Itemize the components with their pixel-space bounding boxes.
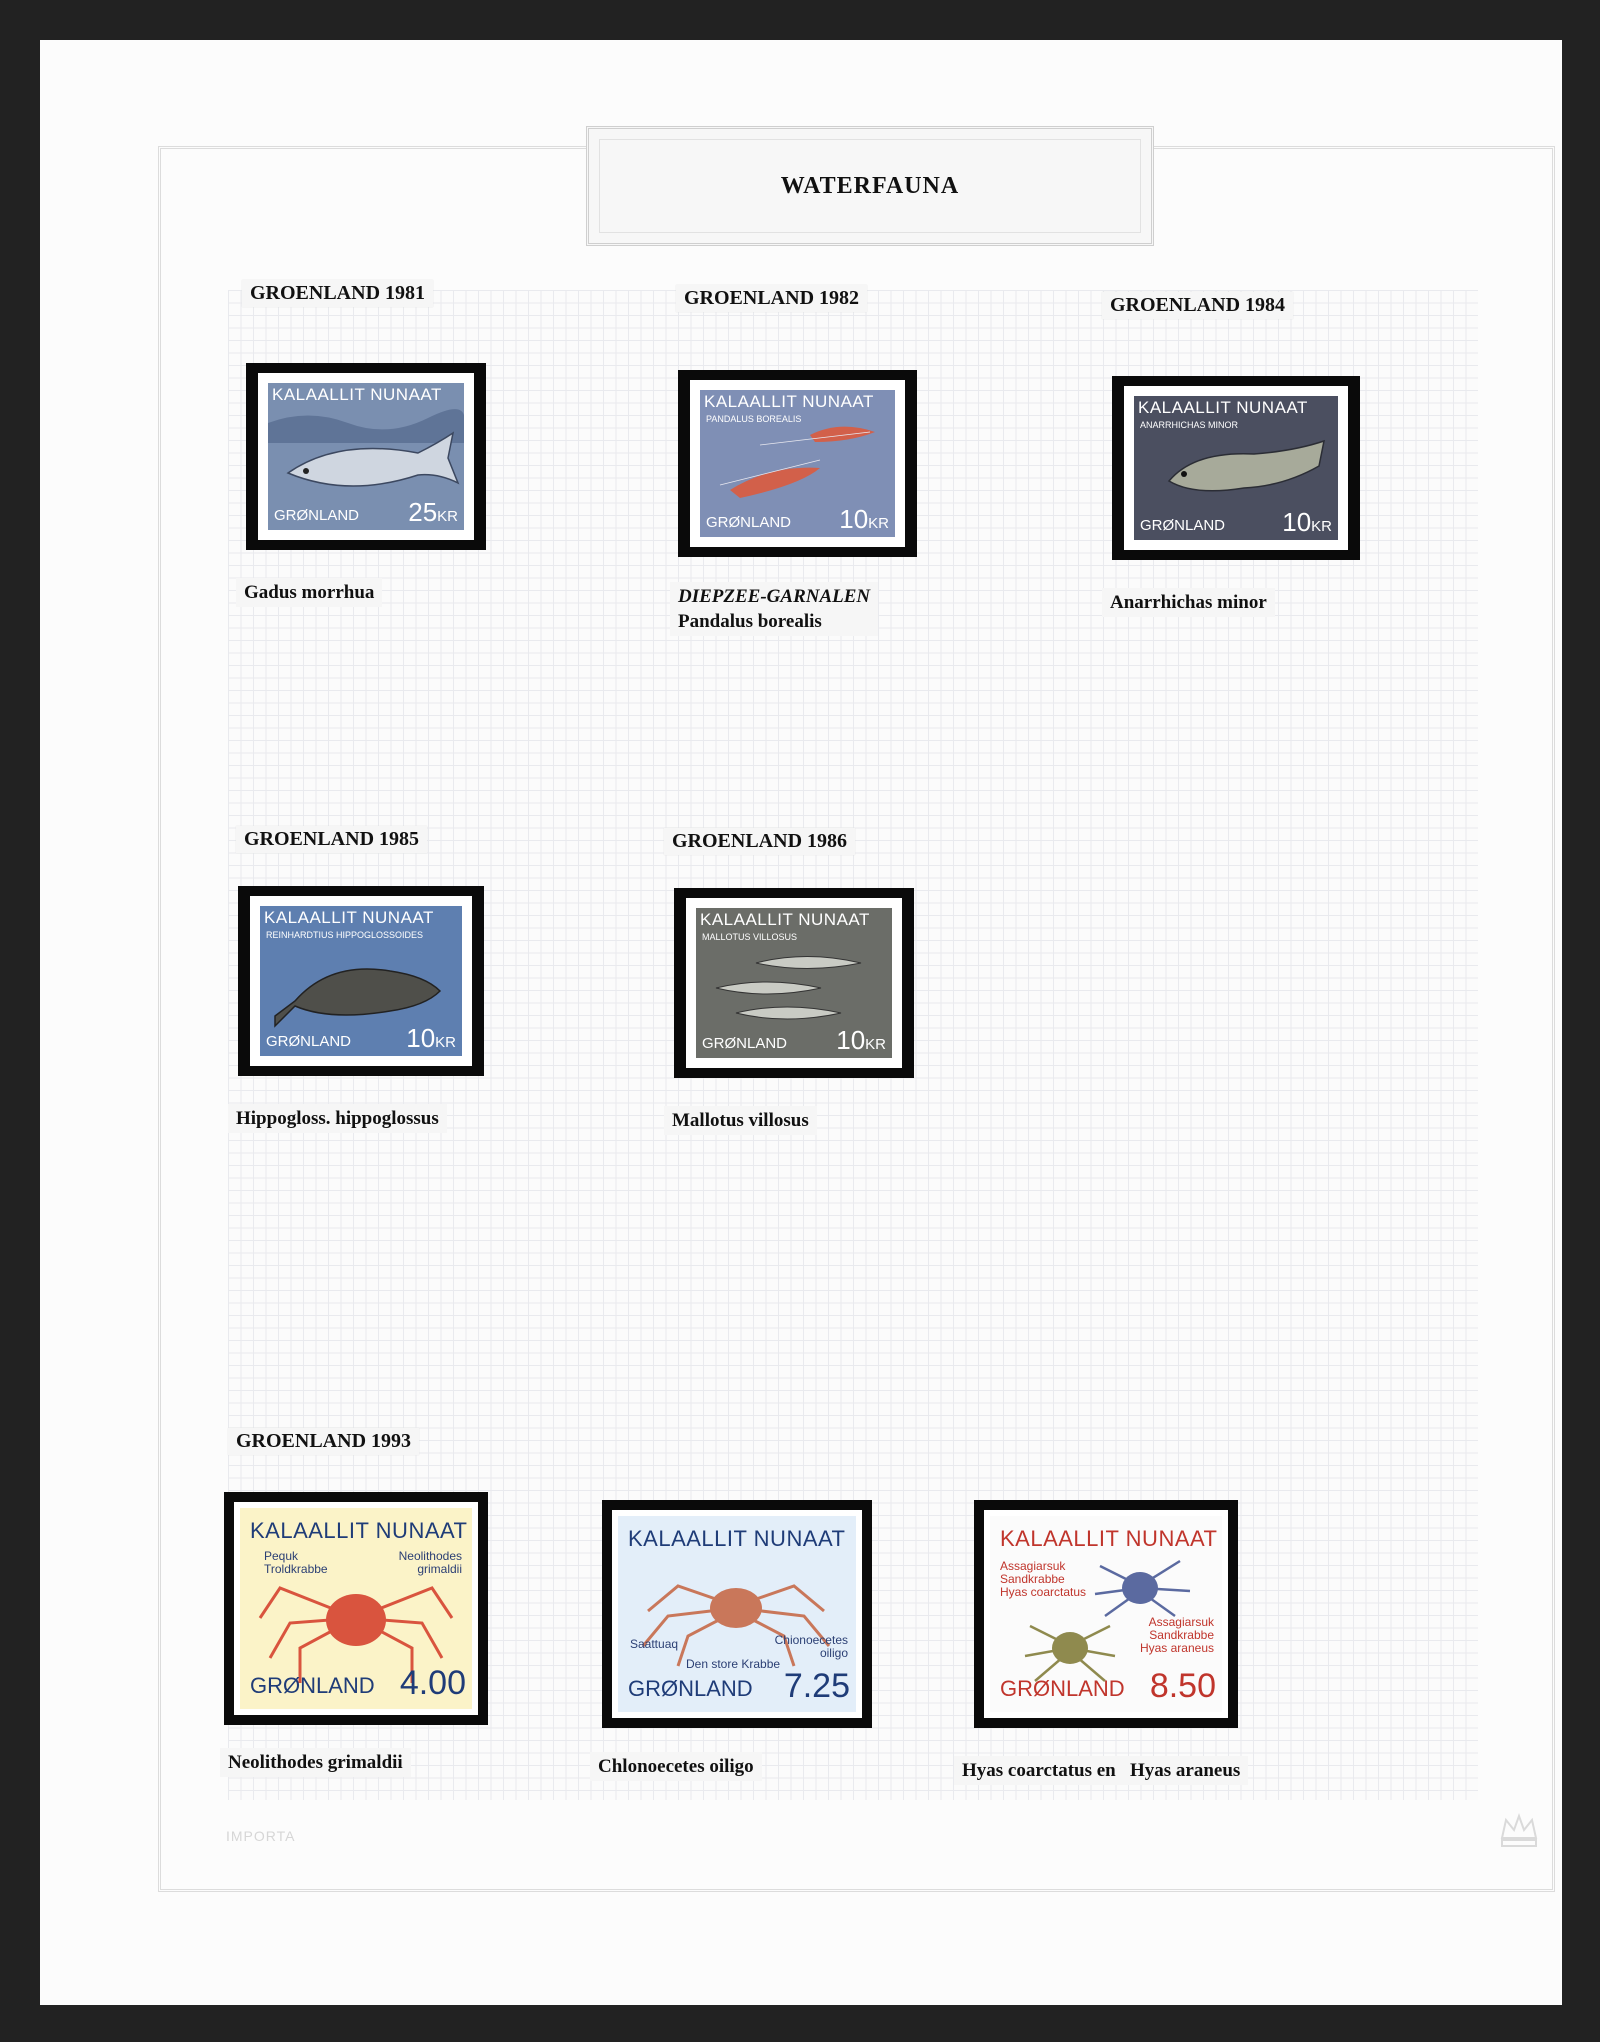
heading-1993: GROENLAND 1993: [228, 1428, 419, 1455]
stamp-country-text: KALAALLIT NUNAAT: [1138, 398, 1308, 417]
stamp-species-text: Pequk Troldkrabbe: [264, 1549, 328, 1576]
stamp-1982: [700, 390, 895, 537]
stamp-country-text: KALAALLIT NUNAAT: [628, 1526, 846, 1551]
caption-1982: DIEPZEE-GARNALEN Pandalus borealis: [670, 582, 878, 636]
stamp-1984: [1134, 396, 1338, 540]
caption-1993-1: Neolithodes grimaldii: [220, 1748, 411, 1777]
stamp-species-text: MALLOTUS VILLOSUS: [702, 932, 798, 942]
stamp-1986: [696, 908, 892, 1058]
stamp-species-text: Chionoecetes oiligo: [774, 1633, 848, 1660]
stamp-country-text: KALAALLIT NUNAAT: [250, 1518, 468, 1543]
stamp-1993-crab-2: [618, 1516, 856, 1712]
stamp-species-text: PANDALUS BOREALIS: [706, 414, 802, 424]
stamp-country-bottom: GRØNLAND: [1140, 517, 1226, 534]
caption-1986: Mallotus villosus: [664, 1106, 817, 1135]
stamp-mount: [674, 888, 914, 1078]
title-box: [586, 126, 1154, 246]
stamp-country-bottom: GRØNLAND: [1000, 1676, 1125, 1701]
stamp-value: 4.00: [399, 1664, 466, 1702]
stamp-country-text: KALAALLIT NUNAAT: [264, 908, 434, 927]
stamp-1993-crab-3: [990, 1516, 1222, 1712]
stamp-mount: [224, 1492, 488, 1725]
stamp-species-text: REINHARDTIUS HIPPOGLOSSOIDES: [266, 930, 424, 940]
stamp-value: 10KR: [839, 504, 889, 534]
stamp-country-bottom: GRØNLAND: [266, 1033, 352, 1050]
watermark: IMPORTA: [226, 1828, 296, 1844]
stamp-species-text: Assagiarsuk Sandkrabbe Hyas araneus: [1139, 1615, 1214, 1655]
stamp-country-text: KALAALLIT NUNAAT: [272, 385, 442, 404]
heading-1986: GROENLAND 1986: [664, 828, 855, 855]
stamp-mount: [678, 370, 917, 557]
stamp-mount: [238, 886, 484, 1076]
heading-1985: GROENLAND 1985: [236, 826, 427, 853]
stamp-species-text: Assagiarsuk Sandkrabbe Hyas coarctatus: [1000, 1559, 1087, 1599]
stamp-country-bottom: GRØNLAND: [702, 1035, 788, 1052]
stamp-mount: [974, 1500, 1238, 1728]
stamp-mount: [246, 363, 486, 550]
heading-1984: GROENLAND 1984: [1102, 292, 1293, 319]
heading-1981: GROENLAND 1981: [242, 280, 433, 307]
stamp-country-text: KALAALLIT NUNAAT: [700, 910, 870, 929]
caption-1981: Gadus morrhua: [236, 578, 382, 607]
stamp-country-bottom: GRØNLAND: [706, 514, 792, 531]
caption-1985: Hippogloss. hippoglossus: [228, 1104, 447, 1133]
caption-1993-3: Hyas coarctatus en Hyas araneus: [954, 1756, 1248, 1785]
crown-logo-icon: [1496, 1808, 1542, 1854]
page-title: WATERFAUNA: [780, 172, 960, 199]
stamp-value: 10KR: [406, 1023, 456, 1053]
stamp-country-text: KALAALLIT NUNAAT: [1000, 1526, 1218, 1551]
caption-1993-2: Chlonoecetes oiligo: [590, 1752, 762, 1781]
stamp-1981: [268, 383, 464, 530]
stamp-country-text: KALAALLIT NUNAAT: [704, 392, 874, 411]
stamp-1993-crab-1: [240, 1508, 472, 1709]
stamp-1985: [260, 906, 462, 1056]
stamp-value: 25KR: [408, 497, 458, 527]
stamp-mount: [602, 1500, 872, 1728]
stamp-value: 10KR: [1282, 507, 1332, 537]
stamp-country-bottom: GRØNLAND: [250, 1673, 375, 1698]
stamp-species-text: Neolithodes grimaldii: [398, 1549, 462, 1576]
stamp-value: 8.50: [1149, 1667, 1216, 1705]
stamp-mount: [1112, 376, 1360, 560]
stamp-country-bottom: GRØNLAND: [628, 1676, 753, 1701]
heading-1982: GROENLAND 1982: [676, 285, 867, 312]
stamp-species-text: ANARRHICHAS MINOR: [1140, 420, 1239, 430]
caption-1984: Anarrhichas minor: [1102, 588, 1275, 617]
stamp-species-text: Saattuaq: [630, 1637, 679, 1651]
stamp-species-text: Den store Krabbe: [686, 1657, 781, 1671]
stamp-country-bottom: GRØNLAND: [274, 507, 360, 524]
stamp-value: 7.25: [783, 1667, 850, 1705]
stamp-value: 10KR: [836, 1025, 886, 1055]
